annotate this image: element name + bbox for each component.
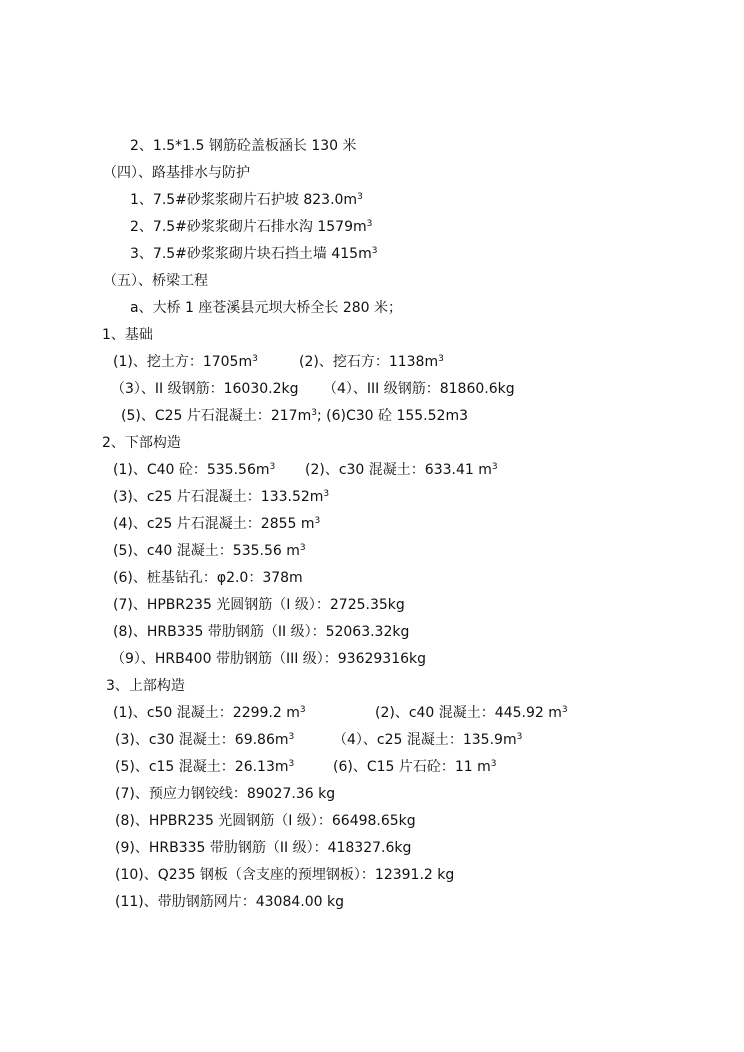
item-pile-drilling xyxy=(113,569,303,587)
item-rock-excavation xyxy=(299,353,444,371)
item-c30-concrete-super xyxy=(115,731,294,749)
item-text: （3）、II 级钢筋：16030.2kg xyxy=(111,381,299,397)
subsection-substructure xyxy=(102,434,181,452)
item-rebar-mesh xyxy=(115,893,344,911)
item-text: (7)、HPBR235 光圆钢筋（I 级）：2725.35kg xyxy=(113,597,405,613)
unit-superscript: 3 xyxy=(323,489,330,499)
item-c25-rubble-concrete xyxy=(121,407,468,425)
item-drainage-ditch xyxy=(130,218,372,236)
item-text: (1)、c50 混凝土：2299.2 m xyxy=(113,705,300,721)
item-hrb335-rebar xyxy=(113,623,409,641)
item-text: a、大桥 1 座苍溪县元坝大桥全长 280 米； xyxy=(130,300,403,316)
item-c15-rubble-concrete xyxy=(333,758,497,776)
item-text: (7)、预应力钢铰线：89027.36 kg xyxy=(115,786,336,802)
item-hpbr235-rebar xyxy=(113,596,405,614)
item-text: (4)、c25 片石混凝土：2855 m xyxy=(113,516,315,532)
item-text: (2)、挖石方：1138m xyxy=(299,354,439,370)
heading-text: 1、基础 xyxy=(102,327,153,343)
item-text: 2、7.5#砂浆浆砌片石排水沟 1579m xyxy=(130,219,367,235)
unit-superscript: 3 xyxy=(299,543,306,553)
item-c40-concrete-super xyxy=(375,704,568,722)
item-text: (8)、HPBR235 光圆钢筋（I 级）：66498.65kg xyxy=(115,813,416,829)
heading-text: 3、上部构造 xyxy=(106,678,185,694)
item-c25-rubble-concrete-b xyxy=(113,515,320,533)
item-text: （4）、III 级钢筋：81860.6kg xyxy=(323,381,515,397)
item-retaining-wall xyxy=(130,245,377,263)
section-heading-bridge xyxy=(103,272,208,290)
unit-superscript: 3 xyxy=(299,705,306,715)
heading-text: （五）、桥梁工程 xyxy=(103,273,208,289)
item-text: (5)、c40 混凝土：535.56 m xyxy=(113,543,300,559)
unit-superscript: 3 xyxy=(288,732,295,742)
item-text: (5)、C25 片石混凝土：217m xyxy=(121,408,312,424)
unit-superscript: 3 xyxy=(371,246,378,256)
item-text: (5)、c15 混凝土：26.13m xyxy=(115,759,289,775)
item-hrb400-rebar xyxy=(111,650,426,668)
item-text: (3)、c30 混凝土：69.86m xyxy=(115,732,289,748)
item-text: （4）、c25 混凝土：135.9m xyxy=(333,732,517,748)
subsection-superstructure xyxy=(106,677,185,695)
unit-superscript: 3 xyxy=(438,354,444,364)
item-hrb335-rebar-super xyxy=(115,839,411,857)
item-prestressed-strand xyxy=(115,785,335,803)
item-text: 1、7.5#砂浆浆砌片石护坡 823.0m xyxy=(130,192,358,208)
unit-superscript: 3 xyxy=(311,408,317,418)
subsection-foundation xyxy=(102,326,153,344)
item-c50-concrete xyxy=(113,704,306,722)
unit-superscript: 3 xyxy=(491,462,498,472)
unit-superscript: 3 xyxy=(252,354,258,364)
item-grade2-rebar xyxy=(111,380,299,398)
item-text: (2)、c30 混凝土：633.41 m xyxy=(305,462,492,478)
unit-superscript: 3 xyxy=(561,705,568,715)
item-earth-excavation xyxy=(113,353,258,371)
item-c25-concrete-super xyxy=(333,731,522,749)
item-text: (1)、挖土方：1705m xyxy=(113,354,253,370)
item-c30-concrete xyxy=(305,461,498,479)
item-c40-concrete xyxy=(113,461,275,479)
item-text: (6)、桩基钻孔：φ2.0：378m xyxy=(113,570,303,586)
item-q235-steel-plate xyxy=(115,866,454,884)
item-text: (1)、C40 砼：535.56m xyxy=(113,462,270,478)
item-c15-concrete xyxy=(115,758,294,776)
item-c40-concrete-b xyxy=(113,542,306,560)
heading-text: 2、下部构造 xyxy=(102,435,181,451)
item-text: 2、1.5*1.5 钢筋砼盖板涵长 130 米 xyxy=(130,138,357,154)
unit-superscript: 3 xyxy=(490,759,497,769)
item-text: (8)、HRB335 带肋钢筋（II 级）：52063.32kg xyxy=(113,624,410,640)
heading-text: （四）、路基排水与防护 xyxy=(103,165,250,181)
section-heading-drainage xyxy=(103,164,250,182)
unit-superscript: 3 xyxy=(288,759,295,769)
item-text: (6)、C15 片石砼：11 m xyxy=(333,759,491,775)
item-text: 3、7.5#砂浆浆砌片块石挡土墙 415m xyxy=(130,246,372,262)
unit-superscript: 3 xyxy=(269,462,276,472)
item-text: （9）、HRB400 带肋钢筋（III 级）：93629316kg xyxy=(111,651,427,667)
item-c25-rubble-concrete-a xyxy=(113,488,329,506)
item-culvert-length xyxy=(130,137,357,155)
bridge-description xyxy=(130,299,402,317)
item-text: (9)、HRB335 带肋钢筋（II 级）：418327.6kg xyxy=(115,840,412,856)
item-hpbr235-rebar-super xyxy=(115,812,416,830)
item-text: (3)、c25 片石混凝土：133.52m xyxy=(113,489,324,505)
item-text: (2)、c40 混凝土：445.92 m xyxy=(375,705,562,721)
item-slope-protection xyxy=(130,191,363,209)
unit-superscript: 3 xyxy=(516,732,523,742)
unit-superscript: 3 xyxy=(357,192,363,202)
unit-superscript: 3 xyxy=(314,516,321,526)
unit-superscript: 3 xyxy=(366,219,373,229)
item-text: (11)、带肋钢筋网片：43084.00 kg xyxy=(115,894,344,910)
item-grade3-rebar xyxy=(323,380,515,398)
item-text-c30: ; (6)C30 砼 155.52m3 xyxy=(316,408,468,424)
item-text: (10)、Q235 钢板（含支座的预埋钢板）：12391.2 kg xyxy=(115,867,455,883)
